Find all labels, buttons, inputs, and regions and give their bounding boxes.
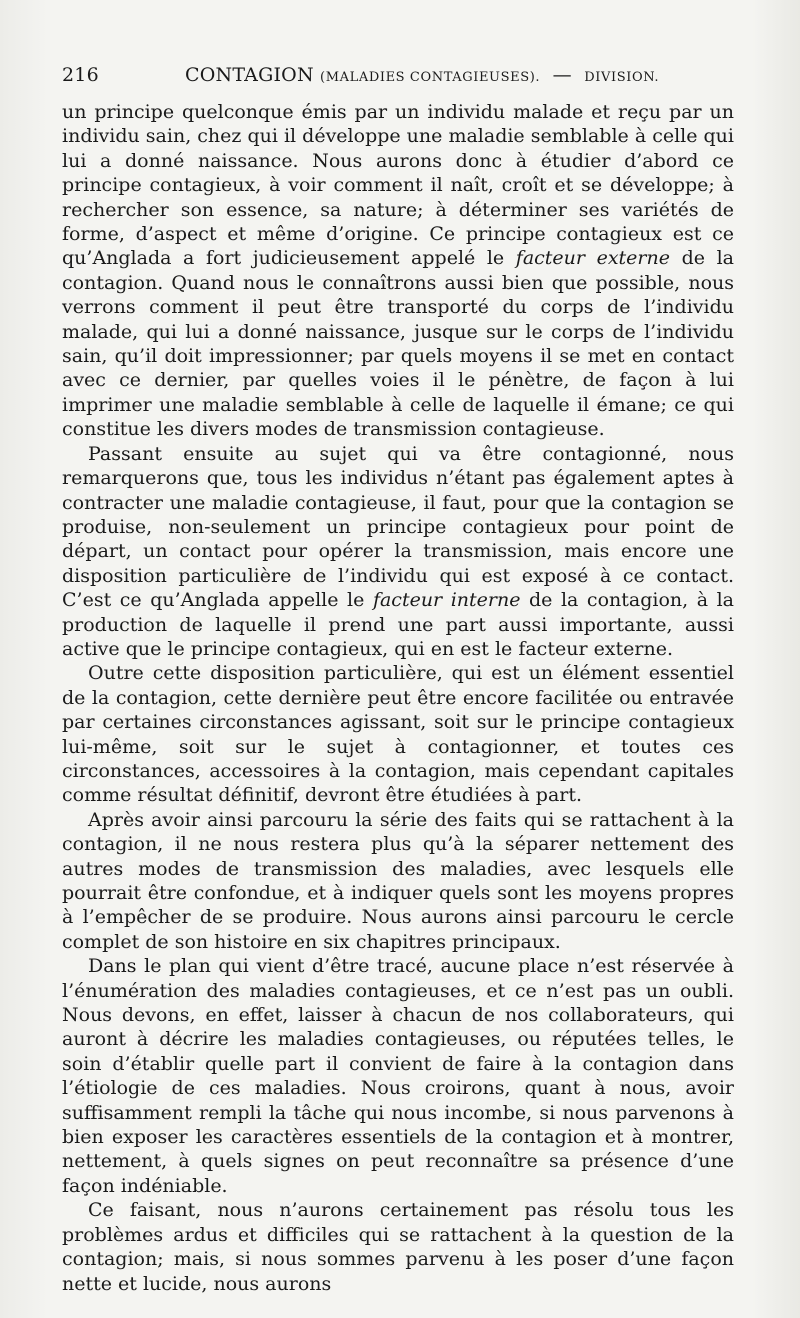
paragraph-1-emphasis: facteur externe [515, 247, 670, 270]
paragraph-2 [62, 442, 734, 662]
header-section: DIVISION. [584, 70, 660, 85]
header-dash: — [552, 64, 572, 86]
paragraph-6: Ce faisant, nous n’aurons certainement pas résolu tous les problèmes ardus et difficiles qui se rattachent à la question de la contagion; mais, si nous sommes parvenu à les poser d’une façon nette et lucide, nous aurons [62, 1199, 734, 1295]
paragraph-1 [62, 100, 734, 442]
running-title [185, 64, 659, 86]
header-subtitle: (MALADIES CONTAGIEUSES). [320, 70, 541, 85]
page-body [62, 100, 734, 1296]
paragraph-1-text-b: de la contagion. Quand nous le connaîtrons aussi bien que possible, nous verrons comment il peut être transporté du corps de l’individu malade, qui lui a donné naissance, jusque sur le corps de l’individu sain, qu’il doit impressionner; par quels moyens il se met en contact avec ce dernier, par quelles voies il le pénètre, de façon à lui imprimer une maladie semblable à celle de laquelle il émane; ce qui constitue les divers modes de transmission contagieuse. [62, 247, 734, 441]
page-number: 216 [62, 64, 99, 86]
running-header [62, 64, 734, 90]
paragraph-4: Après avoir ainsi parcouru la série des faits qui se rattachent à la contagion, il ne nous restera plus qu’à la séparer nettement des autres modes de transmission des maladies, avec lesquels elle pourrait être confondue, et à indiquer quels sont les moyens propres à l’empêcher de se produire. Nous aurons ainsi parcouru le cercle complet de son histoire en six chapitres principaux. [62, 808, 734, 953]
paragraph-2-text-b: de la contagion, à la production de laquelle il prend une part aussi importante, aussi active que le principe contagieux, qui en est le facteur externe. [62, 589, 734, 660]
paragraph-3: Outre cette disposition particulière, qui est un élément essentiel de la contagion, cette dernière peut être encore facilitée ou entravée par certaines circonstances agissant, soit sur le principe contagieux lui-même, soit sur le sujet à contagionner, et toutes ces circonstances, accessoires à la contagion, mais cependant capitales comme résultat définitif, devront être étudiées à part. [62, 662, 734, 807]
paragraph-1-text-a: un principe quelconque émis par un individu malade et reçu par un individu sain, chez qui il développe une maladie semblable à celle qui lui a donné naissance. Nous aurons donc à étudier d’abord ce principe contagieux, à voir comment il naît, croît et se développe; à rechercher son essence, sa nature; à déterminer ses variétés de forme, d’aspect et même d’origine. Ce principe contagieux est ce qu’Anglada a fort judicieusement appelé le [62, 101, 734, 270]
paragraph-2-text-a: Passant ensuite au sujet qui va être contagionné, nous remarquerons que, tous les individus n’étant pas également aptes à contracter une maladie contagieuse, il faut, pour que la contagion se produise, non-seulement un principe contagieux pour point de départ, un contact pour opérer la transmission, mais encore une disposition particulière de l’individu qui est exposé à ce contact. C’est ce qu’Anglada appelle le [62, 442, 734, 612]
paragraph-2-emphasis: facteur interne [372, 589, 521, 612]
header-title: CONTAGION [185, 64, 314, 86]
paragraph-5: Dans le plan qui vient d’être tracé, aucune place n’est réservée à l’énumération des maladies contagieuses, et ce n’est pas un oubli. Nous devons, en effet, laisser à chacun de nos collaborateurs, qui auront à décrire les maladies contagieuses, ou réputées telles, le soin d’établir quelle part il convient de faire à la contagion dans l’étiologie de ces maladies. Nous croirons, quant à nous, avoir suffisamment rempli la tâche qui nous incombe, si nous parvenons à bien exposer les caractères essentiels de la contagion et à montrer, nettement, à quels signes on peut reconnaître sa présence d’une façon indéniable. [62, 955, 734, 1197]
